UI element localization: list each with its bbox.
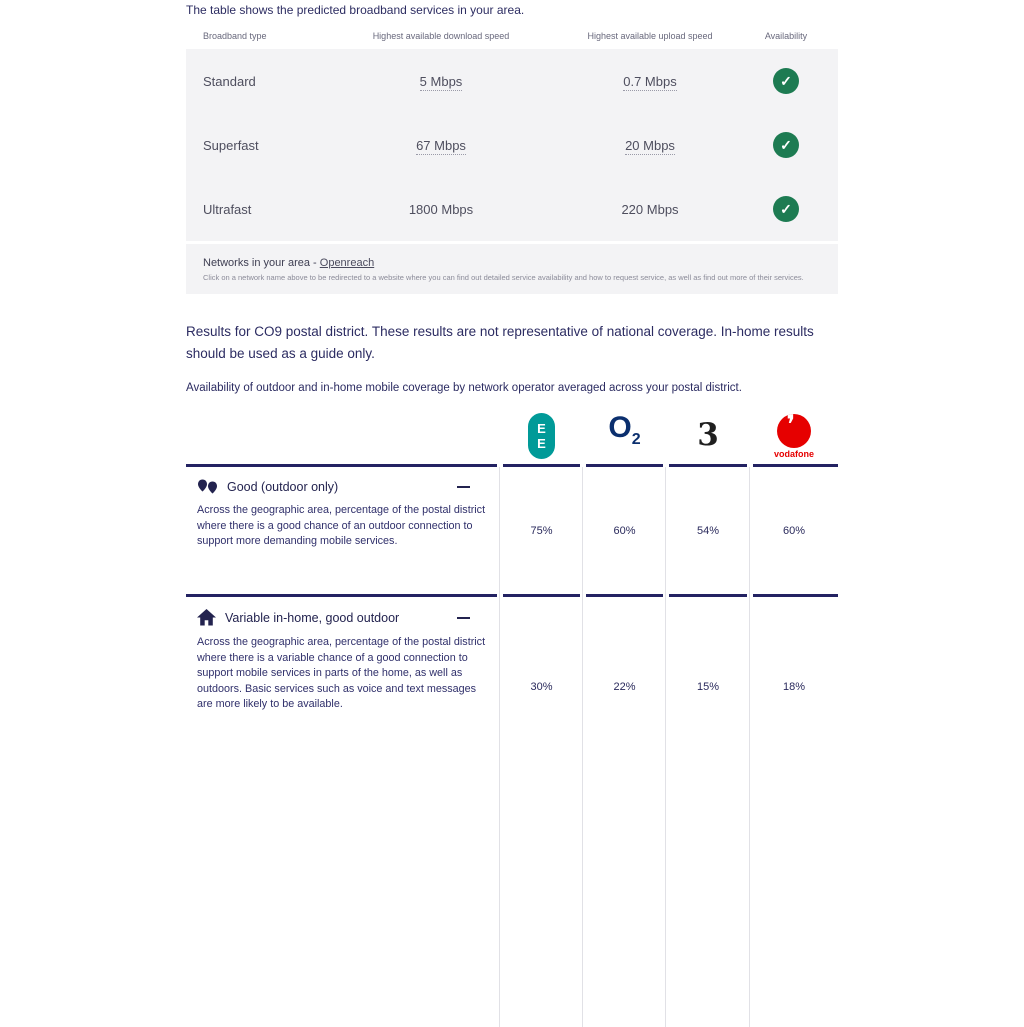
mobile-availability-caption: Availability of outdoor and in-home mobile coverage by network operator averaged across your postal district. — [186, 382, 742, 394]
coverage-value-three: 15% — [696, 681, 720, 693]
header-broadband-type: Broadband type — [203, 31, 267, 41]
vodafone-logo: ❜ — [777, 414, 811, 448]
coverage-row-description: Across the geographic area, percentage of the postal district where there is a good chance of an outdoor connection to support more demanding mobile services. — [197, 504, 486, 547]
broadband-intro-text: The table shows the predicted broadband services in your area. — [186, 3, 525, 17]
coverage-value-ee: 30% — [530, 681, 553, 693]
coverage-value-three: 54% — [696, 524, 720, 537]
column-divider — [749, 467, 750, 1027]
home-icon — [197, 609, 216, 626]
coverage-row-good-outdoor — [186, 467, 838, 594]
table-row — [186, 49, 838, 113]
results-summary-text: Results for CO9 postal district. These results are not representative of national coverage. In-home results should be used as a guide only. — [186, 324, 814, 361]
upload-speed: 20 Mbps — [625, 137, 675, 153]
column-divider — [665, 467, 666, 1027]
vodafone-wordmark: vodafone — [773, 449, 814, 459]
broadband-table-header — [186, 31, 838, 41]
download-speed: 5 Mbps — [419, 73, 463, 89]
mobile-coverage-table — [186, 406, 838, 777]
coverage-row-variable-inhome — [186, 597, 838, 777]
openreach-link[interactable]: Openreach — [319, 257, 375, 269]
coverage-row-description: Across the geographic area, percentage of the postal district where there is a variable chance of a good connection to support mobile services in parts of the home, as well as outdoors. Basic services such as voice and text messages are more likely to be available. — [197, 636, 486, 710]
column-divider — [582, 467, 583, 1027]
availability-check-icon: ✓ — [773, 132, 799, 158]
broadband-type: Ultrafast — [203, 201, 252, 217]
coverage-value-vodafone: 18% — [782, 681, 806, 693]
three-logo: 3 — [697, 417, 719, 453]
coverage-checker-results — [186, 0, 838, 777]
header-availability: Availability — [764, 31, 808, 41]
ee-logo: E E — [528, 413, 555, 459]
collapse-minus-icon[interactable] — [457, 486, 470, 488]
networks-in-area-section — [186, 244, 838, 294]
coverage-value-o2: 60% — [613, 524, 636, 537]
broadband-type: Standard — [203, 73, 256, 89]
availability-check-icon: ✓ — [773, 196, 799, 222]
header-download-speed: Highest available download speed — [372, 31, 510, 41]
availability-check-icon: ✓ — [773, 68, 799, 94]
networks-note: Click on a network name above to be redirected to a website where you can find out detailed service availability and how to request service, as well as find out more of their services. — [203, 273, 804, 282]
broadband-table — [186, 49, 838, 241]
table-row — [186, 177, 838, 241]
column-divider — [499, 467, 500, 1027]
download-speed: 67 Mbps — [416, 137, 466, 153]
outdoor-coverage-icon — [197, 479, 218, 494]
coverage-row-title: Variable in-home, good outdoor — [225, 610, 400, 625]
operator-logo-row — [186, 406, 838, 464]
coverage-value-o2: 22% — [613, 681, 636, 693]
collapse-minus-icon[interactable] — [457, 617, 470, 619]
networks-label: Networks in your area - — [203, 257, 320, 269]
upload-speed: 0.7 Mbps — [623, 73, 677, 89]
header-upload-speed: Highest available upload speed — [587, 31, 713, 41]
o2-logo: $O_2$ — [608, 411, 641, 448]
coverage-value-vodafone: 60% — [782, 524, 806, 537]
upload-speed: 220 Mbps — [621, 201, 679, 217]
broadband-type: Superfast — [203, 137, 259, 153]
table-row — [186, 113, 838, 177]
coverage-value-ee: 75% — [530, 524, 553, 537]
coverage-row-title: Good (outdoor only) — [227, 479, 339, 494]
download-speed: 1800 Mbps — [408, 201, 474, 217]
